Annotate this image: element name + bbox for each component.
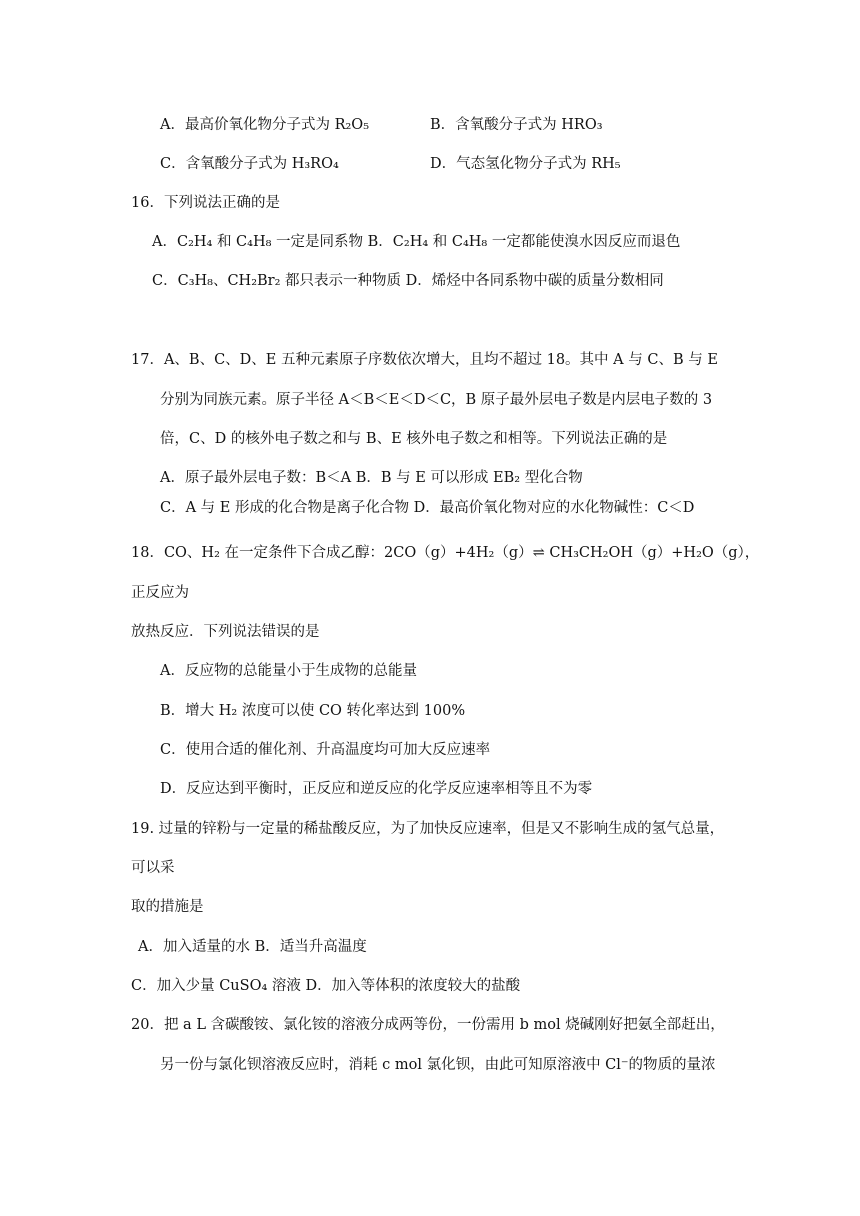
q20-stem-line-1: 20．把 a L 含碳酸铵、氯化铵的溶液分成两等份，一份需用 b mol 烧碱刚好把氨全部赶出， — [131, 1017, 725, 1033]
q18-option-c: C．使用合适的催化剂、升高温度均可加大反应速率 — [160, 742, 491, 758]
q15-option-a: A．最高价氧化物分子式为 R₂O₅ — [160, 117, 370, 133]
q20-stem-line-2: 另一份与氯化钡溶液反应时，消耗 c mol 氯化钡，由此可知原溶液中 Cl⁻的物质的量浓 — [160, 1057, 716, 1073]
q15-option-c: C．含氧酸分子式为 H₃RO₄ — [160, 156, 339, 172]
q18-option-a: A．反应物的总能量小于生成物的总能量 — [160, 663, 417, 679]
q15-option-b: B．含氧酸分子式为 HRO₃ — [430, 117, 603, 133]
q18-stem-line-2: 正反应为 — [131, 585, 189, 601]
q19-options-cd: C．加入少量 CuSO₄ 溶液 D．加入等体积的浓度较大的盐酸 — [131, 978, 521, 994]
q16-options-cd: C．C₃H₈、CH₂Br₂ 都只表示一种物质 D．烯烃中各同系物中碳的质量分数相同 — [152, 273, 664, 289]
q19-options-ab: A．加入适量的水 B．适当升高温度 — [138, 939, 367, 955]
q17-stem-line-1: 17．A、B、C、D、E 五种元素原子序数依次增大，且均不超过 18。其中 A 与 C、B 与 E — [131, 352, 718, 368]
q18-option-b: B．增大 H₂ 浓度可以使 CO 转化率达到 100% — [160, 703, 466, 719]
q16-stem: 16．下列说法正确的是 — [131, 195, 280, 211]
q19-stem-line-3: 取的措施是 — [131, 899, 204, 915]
q15-option-d: D．气态氢化物分子式为 RH₅ — [430, 156, 621, 172]
q17-stem-line-3: 倍，C、D 的核外电子数之和与 B、E 核外电子数之和相等。下列说法正确的是 — [160, 431, 668, 447]
q18-stem-line-1: 18．CO、H₂ 在一定条件下合成乙醇：2CO（g）+4H₂（g）⇌ CH₃CH₂OH（g）+H₂O（g）， — [131, 545, 760, 561]
q16-options-ab: A．C₂H₄ 和 C₄H₈ 一定是同系物 B．C₂H₄ 和 C₄H₈ 一定都能使溴水因反应而退色 — [152, 234, 681, 250]
q19-stem-line-1: 19. 过量的锌粉与一定量的稀盐酸反应，为了加快反应速率，但是又不影响生成的氢气总量， — [131, 821, 725, 837]
q18-stem-line-3: 放热反应．下列说法错误的是 — [131, 624, 320, 640]
q17-options-cd: C．A 与 E 形成的化合物是离子化合物 D．最高价氧化物对应的水化物碱性：C＜D — [160, 500, 695, 516]
q19-stem-line-2: 可以采 — [131, 860, 175, 876]
q18-option-d: D．反应达到平衡时，正反应和逆反应的化学反应速率相等且不为零 — [160, 781, 593, 797]
q17-stem-line-2: 分别为同族元素。原子半径 A＜B＜E＜D＜C，B 原子最外层电子数是内层电子数的 3 — [160, 392, 713, 408]
q17-options-ab: A．原子最外层电子数：B＜A B．B 与 E 可以形成 EB₂ 型化合物 — [160, 470, 583, 486]
